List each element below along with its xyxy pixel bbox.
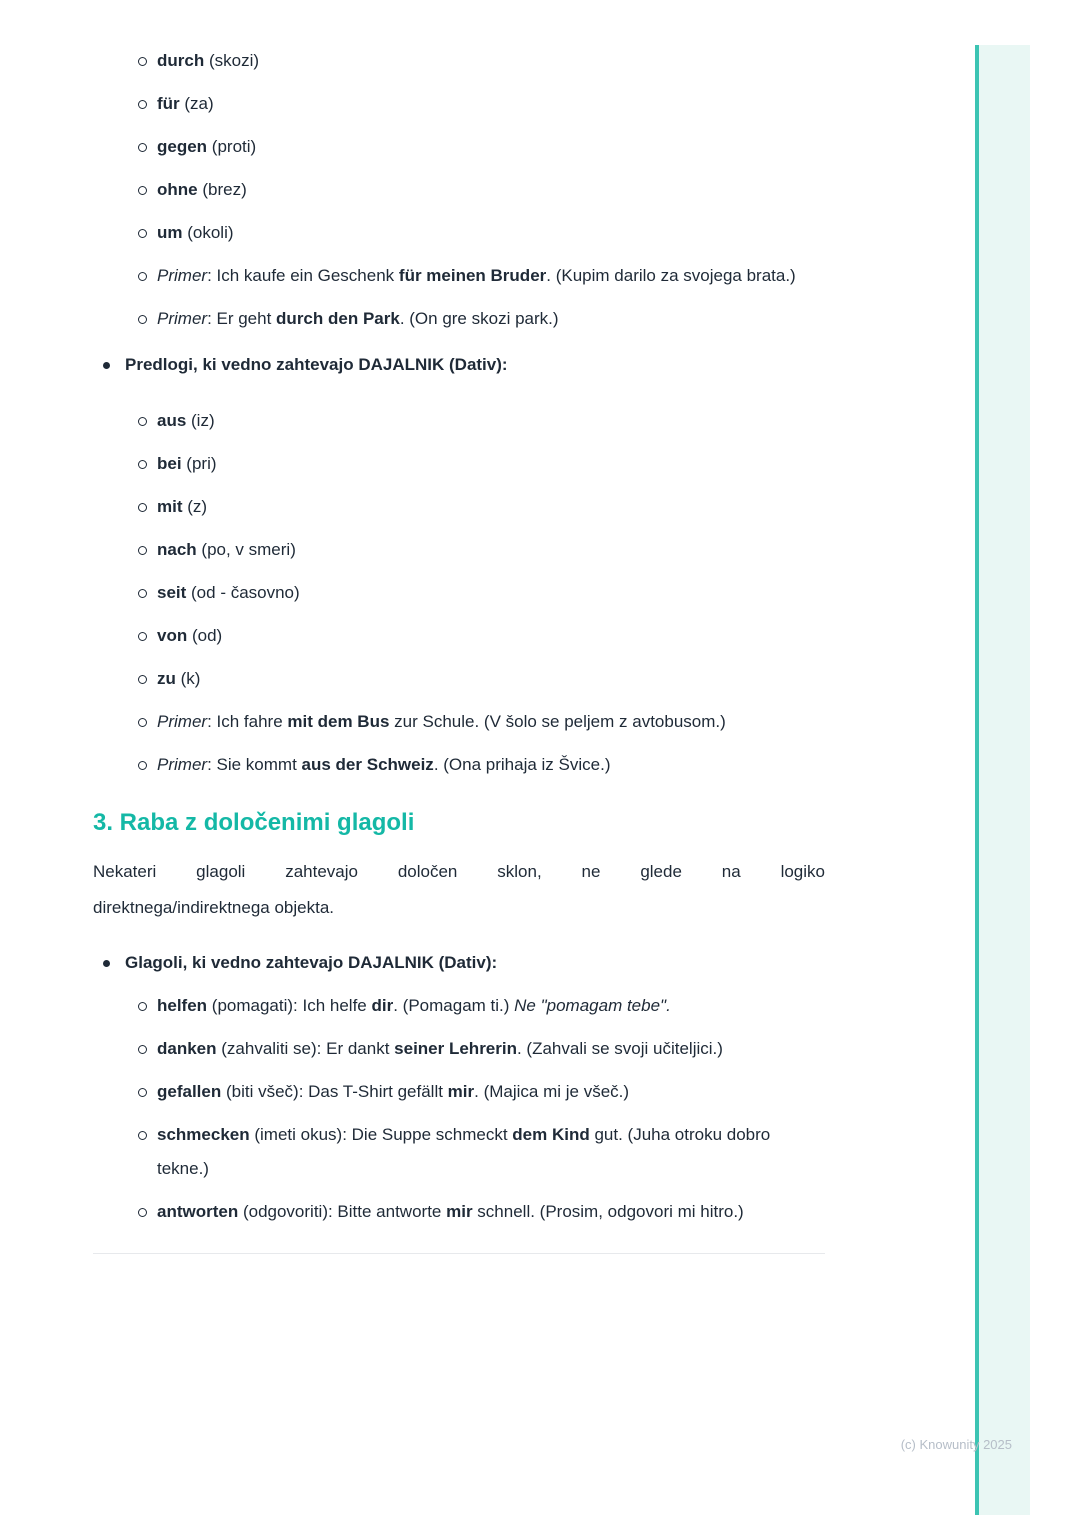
list-item: zu (k) — [93, 662, 825, 696]
list-item: von (od) — [93, 619, 825, 653]
intro-line: Nekateri glagoli zahtevajo določen sklon, ne glede na logiko — [93, 862, 825, 881]
list-item: um (okoli) — [93, 216, 825, 250]
list-item: nach (po, v smeri) — [93, 533, 825, 567]
list-item: durch (skozi) — [93, 44, 825, 78]
list-item: danken (zahvaliti se): Er dankt seiner Lehrerin. (Zahvali se svoji učiteljici.) — [93, 1032, 825, 1066]
intro-line: direktnega/indirektnega objekta. — [93, 898, 334, 917]
divider — [93, 1253, 825, 1254]
list-item: aus (iz) — [93, 404, 825, 438]
list-item: seit (od - časovno) — [93, 576, 825, 610]
document-content — [93, 0, 825, 1254]
list-item: gefallen (biti všeč): Das T-Shirt gefällt mir. (Majica mi je všeč.) — [93, 1075, 825, 1109]
dativ-heading-list — [93, 348, 825, 382]
list-item-example: Primer: Sie kommt aus der Schweiz. (Ona prihaja iz Švice.) — [93, 748, 825, 782]
list-item-example: Primer: Er geht durch den Park. (On gre skozi park.) — [93, 302, 825, 336]
intro-paragraph — [93, 854, 825, 926]
dativ-verbs-list — [93, 989, 825, 1229]
list-item: helfen (pomagati): Ich helfe dir. (Pomagam ti.) Ne "pomagam tebe". — [93, 989, 825, 1023]
list-item-example: Primer: Ich fahre mit dem Bus zur Schule. (V šolo se peljem z avtobusom.) — [93, 705, 825, 739]
list-item: bei (pri) — [93, 447, 825, 481]
list-item: für (za) — [93, 87, 825, 121]
verbs-heading-list — [93, 946, 825, 980]
list-item-example: Primer: Ich kaufe ein Geschenk für meinen Bruder. (Kupim darilo za svojega brata.) — [93, 259, 825, 293]
dativ-preposition-list — [93, 404, 825, 782]
list-item-heading: Glagoli, ki vedno zahtevajo DAJALNIK (Dativ): — [93, 946, 825, 980]
footer-copyright: (c) Knowunity 2025 — [900, 1437, 1012, 1452]
list-item: ohne (brez) — [93, 173, 825, 207]
akkusativ-preposition-list — [93, 44, 825, 336]
list-item: gegen (proti) — [93, 130, 825, 164]
page-edge-decoration — [975, 45, 1030, 1515]
section-heading: 3. Raba z določenimi glagoli — [93, 809, 415, 836]
list-item: mit (z) — [93, 490, 825, 524]
list-item-heading: Predlogi, ki vedno zahtevajo DAJALNIK (Dativ): — [93, 348, 825, 382]
list-item: antworten (odgovoriti): Bitte antworte mir schnell. (Prosim, odgovori mi hitro.) — [93, 1195, 825, 1229]
list-item: schmecken (imeti okus): Die Suppe schmeckt dem Kind gut. (Juha otroku dobro tekne.) — [93, 1118, 825, 1186]
